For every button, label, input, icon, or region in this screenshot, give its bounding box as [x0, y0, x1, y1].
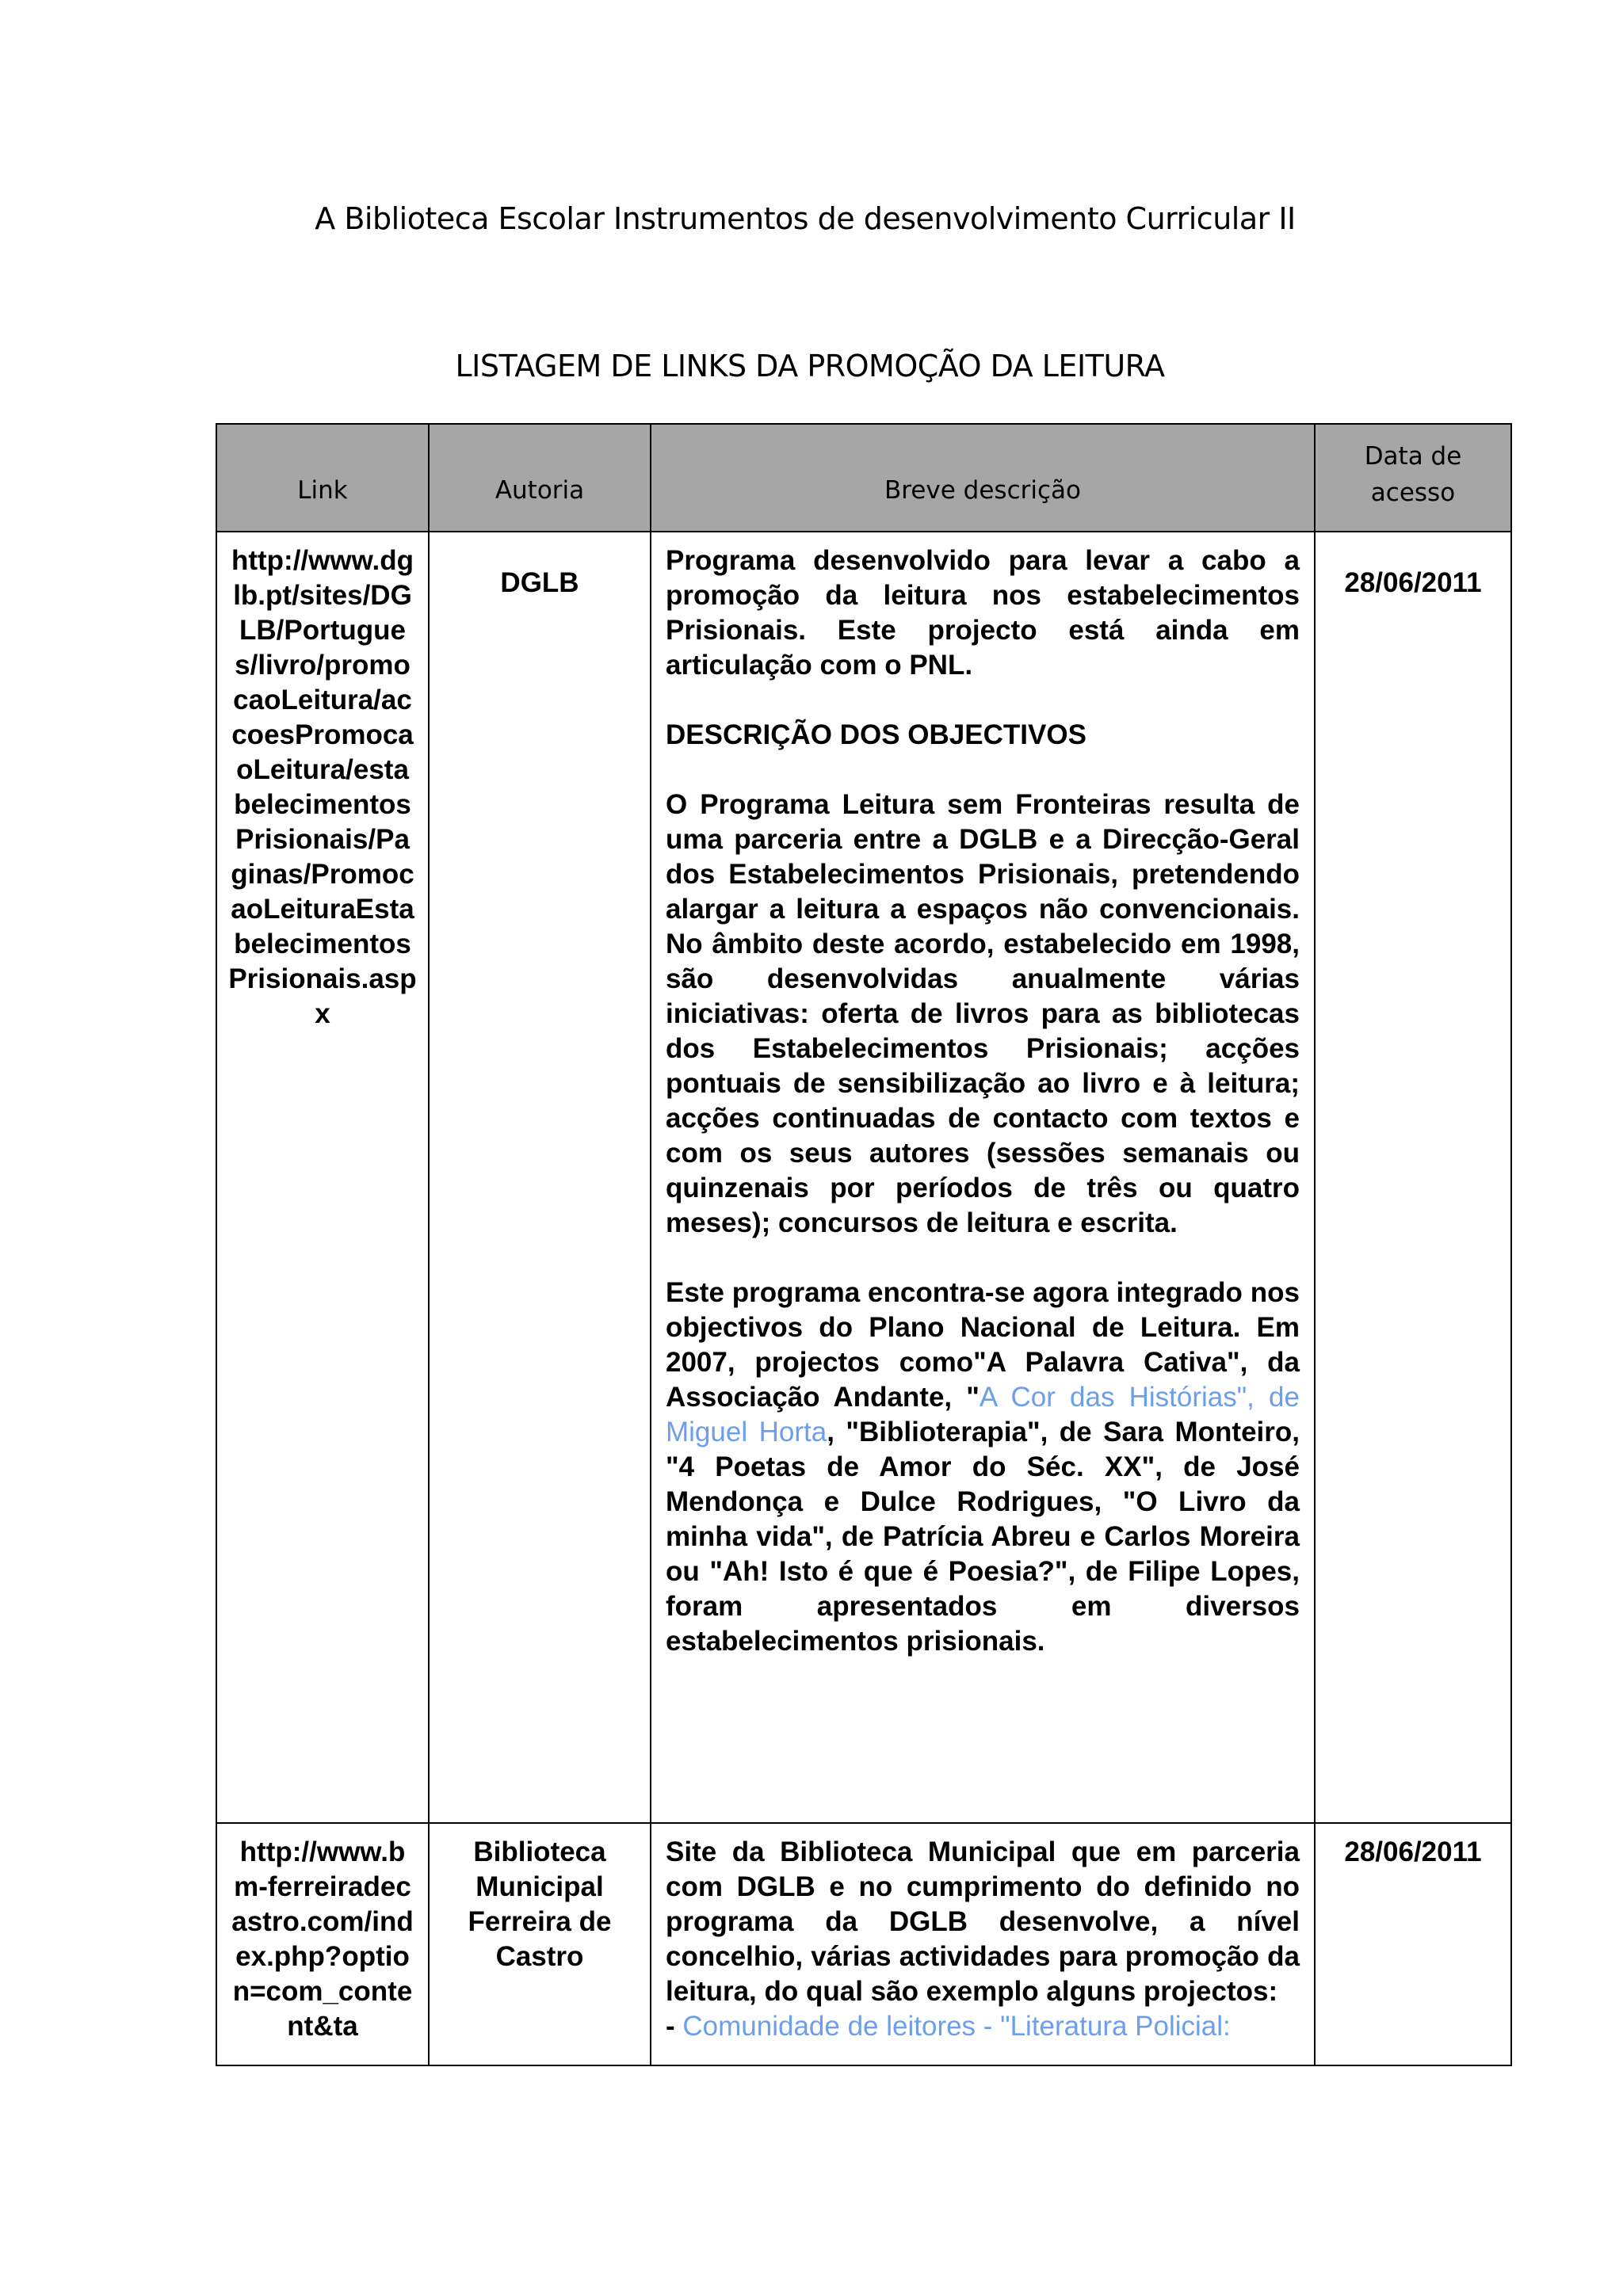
link-cell	[216, 1823, 429, 2065]
table-header-row	[216, 424, 1511, 532]
header-link: Link	[216, 424, 429, 532]
desc-bullet: - Comunidade de leitores - "Literatura Policial:	[666, 2011, 1231, 2042]
desc-heading: DESCRIÇÃO DOS OBJECTIVOS	[666, 719, 1086, 750]
header-autoria: Autoria	[429, 424, 651, 532]
table-row	[216, 1823, 1511, 2065]
row-autoria: Biblioteca Municipal Ferreira de Castro	[468, 1836, 612, 1972]
row-link-text[interactable]: http://www.dglb.pt/sites/DGLB/Portugues/livro/promocaoLeitura/accoesPromocaoLeitura/estabelecimentosPrisionais/Paginas/PromocaoLeituraEstabelecimentosPrisionais.aspx	[228, 545, 417, 1029]
desc-paragraph: Programa desenvolvido para levar a cabo a promoção da leitura nos estabelecimentos Prisionais. Este projecto está ainda em articulação com o PNL.	[666, 545, 1300, 681]
desc-paragraph: Este programa encontra-se agora integrado nos objectivos do Plano Nacional de Leitura. Em 2007, projectos como"A Palavra Cativa", da Associação Andante, "A Cor das Histórias", de Miguel Horta, "Biblioterapia", de Sara Monteiro, "4 Poetas de Amor do Séc. XX", de José Mendonça e Dulce Rodrigues, "O Livro da minha vida", de Patrícia Abreu e Carlos Moreira ou "Ah! Isto é que é Poesia?", de Filipe Lopes, foram apresentados em diversos estabelecimentos prisionais.	[666, 1277, 1300, 1657]
data-cell	[1315, 1823, 1511, 2065]
desc-paragraph: Site da Biblioteca Municipal que em parceria com DGLB e no cumprimento do definido no programa da DGLB desenvolve, a nível concelhio, várias actividades para promoção da leitura, do qual são exemplo alguns projectos:	[666, 1836, 1300, 2007]
autoria-cell	[429, 532, 651, 1823]
desc-paragraph: O Programa Leitura sem Fronteiras resulta de uma parceria entre a DGLB e a Direcção-Geral dos Estabelecimentos Prisionais, pretendendo alargar a leitura a espaços não convencionais. No âmbito deste acordo, estabelecido em 1998, são desenvolvidas anualmente várias iniciativas: oferta de livros para as bibliotecas dos Estabelecimentos Prisionais; acções pontuais de sensibilização ao livro e à leitura; acções continuadas de contacto com textos e com os seus autores (sessões semanais ou quinzenais por períodos de três ou quatro meses); concursos de leitura e escrita.	[666, 789, 1300, 1238]
list-title: LISTAGEM DE LINKS DA PROMOÇÃO DA LEITURA	[455, 349, 1165, 383]
descricao-cell	[651, 1823, 1315, 2065]
row-data: 28/06/2011	[1344, 1836, 1482, 1867]
autoria-cell	[429, 1823, 651, 2065]
data-cell	[1315, 532, 1511, 1823]
document-title: A Biblioteca Escolar Instrumentos de desenvolvimento Curricular II	[315, 201, 1296, 236]
link-cell	[216, 532, 429, 1823]
row-autoria: DGLB	[500, 567, 579, 598]
descricao-cell	[651, 532, 1315, 1823]
header-descricao: Breve descrição	[651, 424, 1315, 532]
links-table	[216, 423, 1512, 2066]
table-row	[216, 532, 1511, 1823]
header-data-acesso: Data de acesso	[1315, 424, 1511, 532]
row-link-text[interactable]: http://www.bm-ferreiradecastro.com/index.php?option=com_content&ta	[231, 1836, 414, 2042]
row-data: 28/06/2011	[1344, 567, 1482, 598]
link-a-cor-das-historias[interactable]: A Cor das Histórias", de Miguel Horta	[666, 1382, 1300, 1447]
link-comunidade-de-leitores[interactable]: Comunidade de leitores - "Literatura Policial:	[682, 2011, 1231, 2042]
